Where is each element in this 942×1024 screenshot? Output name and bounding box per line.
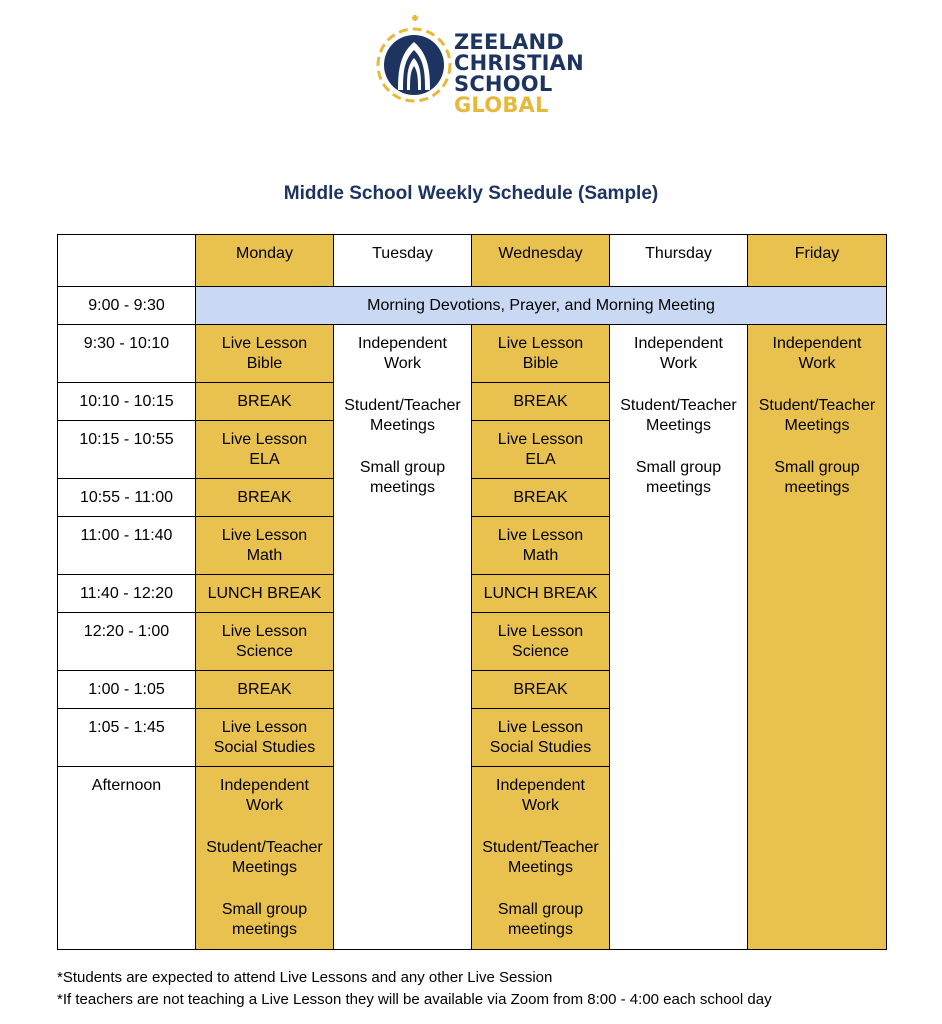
page-title: Middle School Weekly Schedule (Sample): [283, 183, 659, 204]
cell-line: Student/Teacher: [482, 839, 599, 856]
time-cell: 10:15 - 10:55: [58, 421, 196, 479]
monday-bible-cell: [196, 325, 334, 383]
corner-cell: [58, 235, 196, 287]
cell-line: Independent: [358, 335, 447, 352]
cell-line: Live Lesson: [221, 431, 308, 448]
cell-line: ELA: [525, 451, 556, 468]
cell-line: Work: [521, 797, 560, 814]
cell-line: Science: [236, 643, 293, 660]
cell-line: Meetings: [646, 417, 711, 434]
table-row: [58, 325, 887, 383]
header-thursday: Thursday: [610, 235, 748, 287]
cell-line: Meetings: [784, 417, 850, 434]
cell-line: Meetings: [508, 859, 573, 876]
cell-line: Small group: [359, 459, 446, 476]
header-row: [58, 235, 887, 287]
monday-science-cell: [196, 613, 334, 671]
cell-line: Live Lesson: [497, 335, 584, 352]
cell-line: meetings: [370, 479, 435, 496]
friday-column-cell: [748, 325, 887, 950]
monday-lunch-cell: LUNCH BREAK: [196, 575, 334, 613]
cell-line: Student/Teacher: [758, 397, 876, 414]
logo-line-2: CHRISTIAN: [454, 51, 584, 75]
cell-line: Work: [659, 355, 698, 372]
cell-line: meetings: [508, 921, 573, 938]
logo-emblem-icon: [374, 14, 454, 114]
cell-line: Live Lesson: [497, 527, 584, 544]
morning-meeting-cell: Morning Devotions, Prayer, and Morning Meeting: [196, 287, 887, 325]
cell-line: Independent: [772, 335, 862, 352]
cell-line: Independent: [220, 777, 309, 794]
cell-line: Math: [246, 547, 283, 564]
header-friday: Friday: [748, 235, 887, 287]
cell-line: ELA: [249, 451, 280, 468]
time-cell: 1:05 - 1:45: [58, 709, 196, 767]
cell-line: Work: [245, 797, 284, 814]
wednesday-break-cell: BREAK: [472, 383, 610, 421]
monday-afternoon-cell: [196, 767, 334, 950]
school-logo: [374, 14, 594, 124]
monday-break-cell: BREAK: [196, 383, 334, 421]
cell-line: Science: [512, 643, 569, 660]
cell-line: Live Lesson: [497, 719, 584, 736]
wednesday-social-studies-cell: [472, 709, 610, 767]
footnote: *Students are expected to attend Live Lessons and any other Live Session: [57, 969, 553, 986]
cell-line: meetings: [232, 921, 297, 938]
cell-line: meetings: [646, 479, 711, 496]
cell-line: Work: [383, 355, 422, 372]
cell-line: Bible: [246, 355, 283, 372]
cell-line: Live Lesson: [221, 527, 308, 544]
wednesday-ela-cell: [472, 421, 610, 479]
monday-social-studies-cell: [196, 709, 334, 767]
cell-line: Meetings: [370, 417, 435, 434]
cell-line: Live Lesson: [221, 623, 308, 640]
cell-line: Small group: [221, 901, 308, 918]
time-cell: Afternoon: [58, 767, 196, 950]
wednesday-afternoon-cell: [472, 767, 610, 950]
cell-line: Small group: [774, 459, 860, 476]
logo-line-3: SCHOOL: [454, 72, 553, 96]
cell-line: Social Studies: [489, 739, 592, 756]
cell-line: Small group: [635, 459, 722, 476]
cell-line: Independent: [496, 777, 585, 794]
time-cell: 11:00 - 11:40: [58, 517, 196, 575]
cell-line: Student/Teacher: [344, 397, 461, 414]
wednesday-science-cell: [472, 613, 610, 671]
footnotes: [57, 967, 772, 1011]
cell-line: Student/Teacher: [206, 839, 323, 856]
monday-ela-cell: [196, 421, 334, 479]
wednesday-break-cell: BREAK: [472, 479, 610, 517]
header-wednesday: Wednesday: [472, 235, 610, 287]
wednesday-lunch-cell: LUNCH BREAK: [472, 575, 610, 613]
monday-break-cell: BREAK: [196, 479, 334, 517]
wednesday-bible-cell: [472, 325, 610, 383]
cell-line: Live Lesson: [221, 335, 308, 352]
tuesday-column-cell: [334, 325, 472, 950]
table-row: [58, 287, 887, 325]
schedule-table: [57, 234, 887, 950]
cell-line: Social Studies: [213, 739, 316, 756]
cell-line: Student/Teacher: [620, 397, 737, 414]
cell-line: Work: [798, 355, 836, 372]
cell-line: Independent: [634, 335, 723, 352]
time-cell: 10:10 - 10:15: [58, 383, 196, 421]
time-cell: 9:30 - 10:10: [58, 325, 196, 383]
time-cell: 11:40 - 12:20: [58, 575, 196, 613]
cell-line: meetings: [784, 479, 850, 496]
logo-line-1: ZEELAND: [454, 30, 564, 54]
time-cell: 10:55 - 11:00: [58, 479, 196, 517]
wednesday-math-cell: [472, 517, 610, 575]
header-monday: Monday: [196, 235, 334, 287]
cell-line: Meetings: [232, 859, 297, 876]
cell-line: Live Lesson: [497, 431, 584, 448]
cell-line: Bible: [522, 355, 559, 372]
cell-line: Math: [522, 547, 559, 564]
thursday-column-cell: [610, 325, 748, 950]
cell-line: Live Lesson: [221, 719, 308, 736]
monday-math-cell: [196, 517, 334, 575]
time-cell: 9:00 - 9:30: [58, 287, 196, 325]
cell-line: Live Lesson: [497, 623, 584, 640]
monday-break-cell: BREAK: [196, 671, 334, 709]
wednesday-break-cell: BREAK: [472, 671, 610, 709]
cell-line: Small group: [497, 901, 584, 918]
header-tuesday: Tuesday: [334, 235, 472, 287]
logo-line-4: GLOBAL: [454, 93, 549, 117]
time-cell: 12:20 - 1:00: [58, 613, 196, 671]
logo-wordmark: [454, 32, 584, 116]
footnote: *If teachers are not teaching a Live Lesson they will be available via Zoom from 8:00 - 4:00 each school day: [57, 991, 772, 1008]
time-cell: 1:00 - 1:05: [58, 671, 196, 709]
